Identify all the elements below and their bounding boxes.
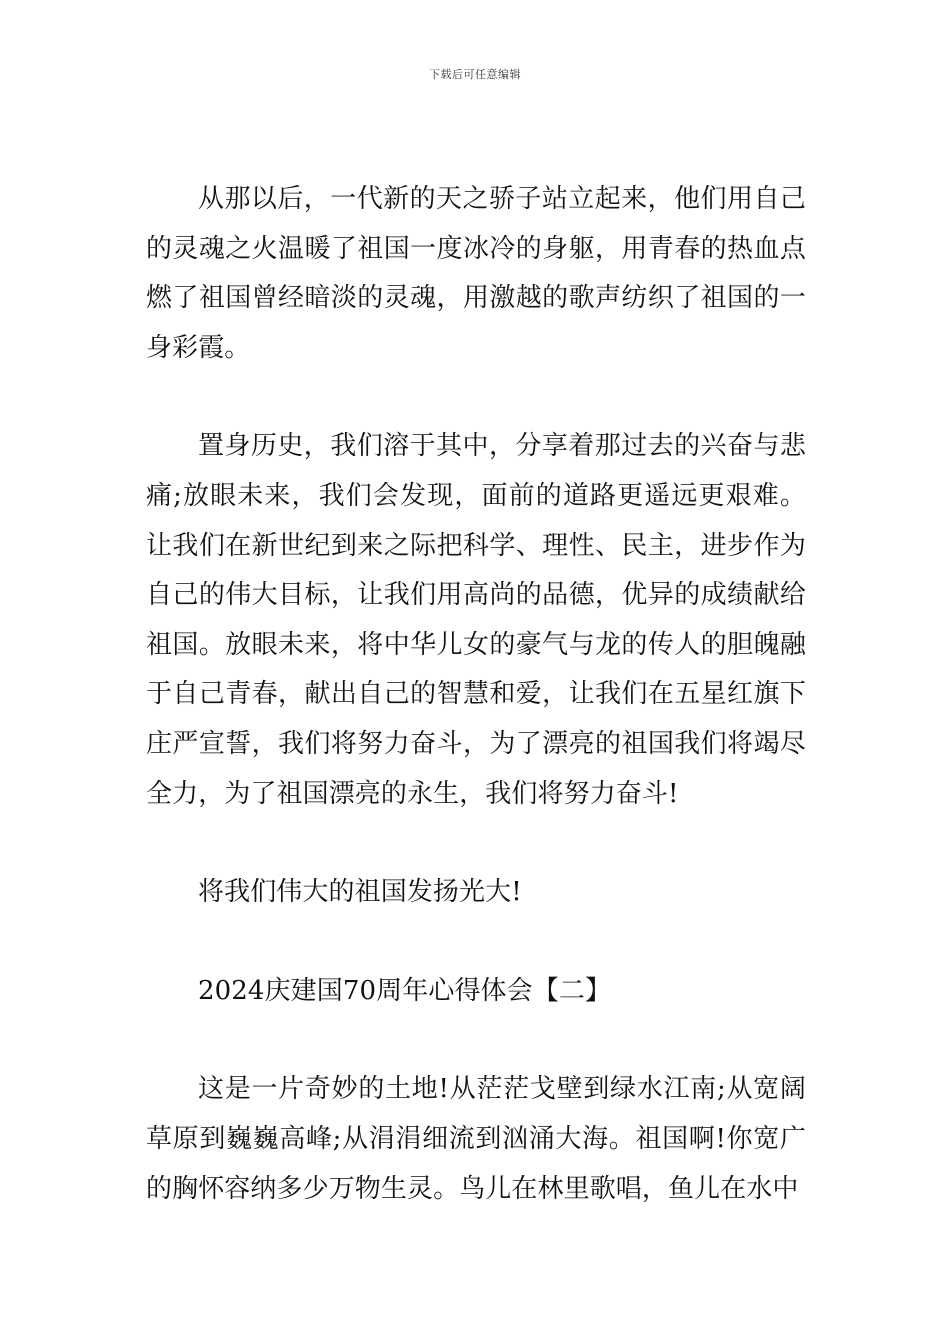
document-body (146, 175, 806, 1214)
paragraph-1: 从那以后，一代新的天之骄子站立起来，他们用自己的灵魂之火温暖了祖国一度冰冷的身躯，用青春的热血点燃了祖国曾经暗淡的灵魂，用激越的歌声纺织了祖国的一身彩霞。 (146, 184, 806, 363)
section-heading: 2024庆建国70周年心得体会【二】 (198, 975, 612, 1006)
paragraph-gap (146, 819, 806, 868)
paragraph-gap (146, 1016, 806, 1065)
paragraph-4: 这是一片奇妙的土地!从茫茫戈壁到绿水江南;从宽阔草原到巍巍高峰;从涓涓细流到汹涌大海。祖国啊!你宽广的胸怀容纳多少万物生灵。鸟儿在林里歌唱，鱼儿在水中 (146, 1074, 806, 1204)
paragraph-gap (146, 918, 806, 967)
page-header: 下载后可任意编辑 (429, 68, 521, 81)
paragraph-3: 将我们伟大的祖国发扬光大! (198, 877, 522, 908)
paragraph-gap (146, 373, 806, 422)
paragraph-2: 置身历史，我们溶于其中，分享着那过去的兴奋与悲痛;放眼未来，我们会发现，面前的道路更遥远更艰难。让我们在新世纪到来之际把科学、理性、民主，进步作为自己的伟大目标，让我们用高尚的品德，优异的成绩献给祖国。放眼未来，将中华儿女的豪气与龙的传人的胆魄融于自己青春，献出自己的智慧和爱，让我们在五星红旗下庄严宣誓，我们将努力奋斗，为了漂亮的祖国我们将竭尽全力，为了祖国漂亮的永生，我们将努力奋斗! (146, 431, 806, 809)
